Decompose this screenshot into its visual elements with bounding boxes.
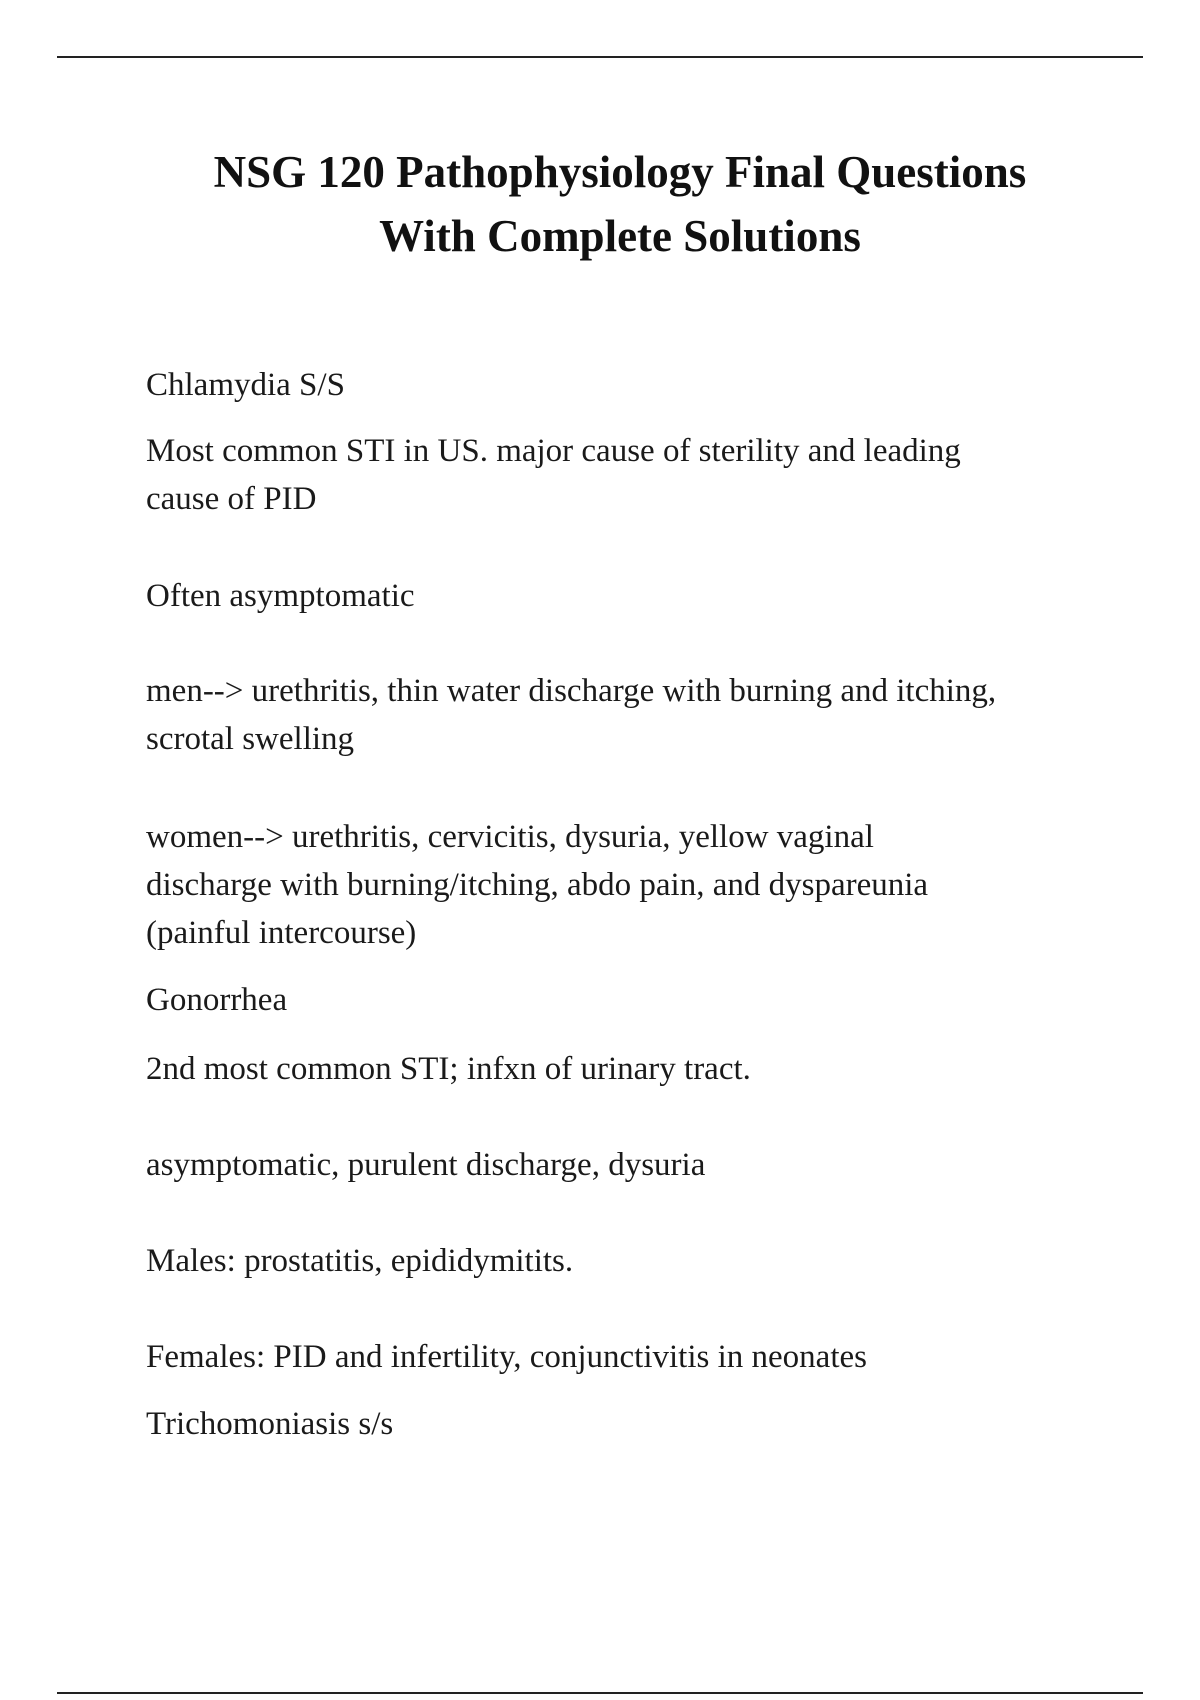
gonorrhea-males: Males: prostatitis, epididymitits. [146, 1243, 574, 1279]
gonorrhea-females: Females: PID and infertility, conjunctivitis in neonates [146, 1339, 867, 1375]
chlamydia-men: men--> urethritis, thin water discharge with burning and itching, scrotal swelling [146, 673, 997, 757]
definition-gonorrhea: 2nd most common STI; infxn of urinary tract. [146, 1051, 751, 1087]
document-title [0, 140, 1200, 268]
definition-chlamydia: Most common STI in US. major cause of sterility and leading cause of PID [146, 433, 961, 517]
chlamydia-asymptomatic: Often asymptomatic [146, 578, 415, 614]
bottom-rule [57, 1692, 1143, 1694]
top-rule [57, 56, 1143, 58]
term-chlamydia: Chlamydia S/S [146, 367, 345, 403]
title-line-2: With Complete Solutions [379, 211, 861, 261]
chlamydia-women: women--> urethritis, cervicitis, dysuria, yellow vaginal discharge with burning/itching, abdo pain, and dyspareunia (painful intercourse) [146, 819, 929, 951]
gonorrhea-symptoms: asymptomatic, purulent discharge, dysuria [146, 1147, 706, 1183]
title-line-1: NSG 120 Pathophysiology Final Questions [213, 147, 1027, 197]
term-trichomoniasis: Trichomoniasis s/s [146, 1406, 394, 1442]
term-gonorrhea: Gonorrhea [146, 982, 288, 1018]
